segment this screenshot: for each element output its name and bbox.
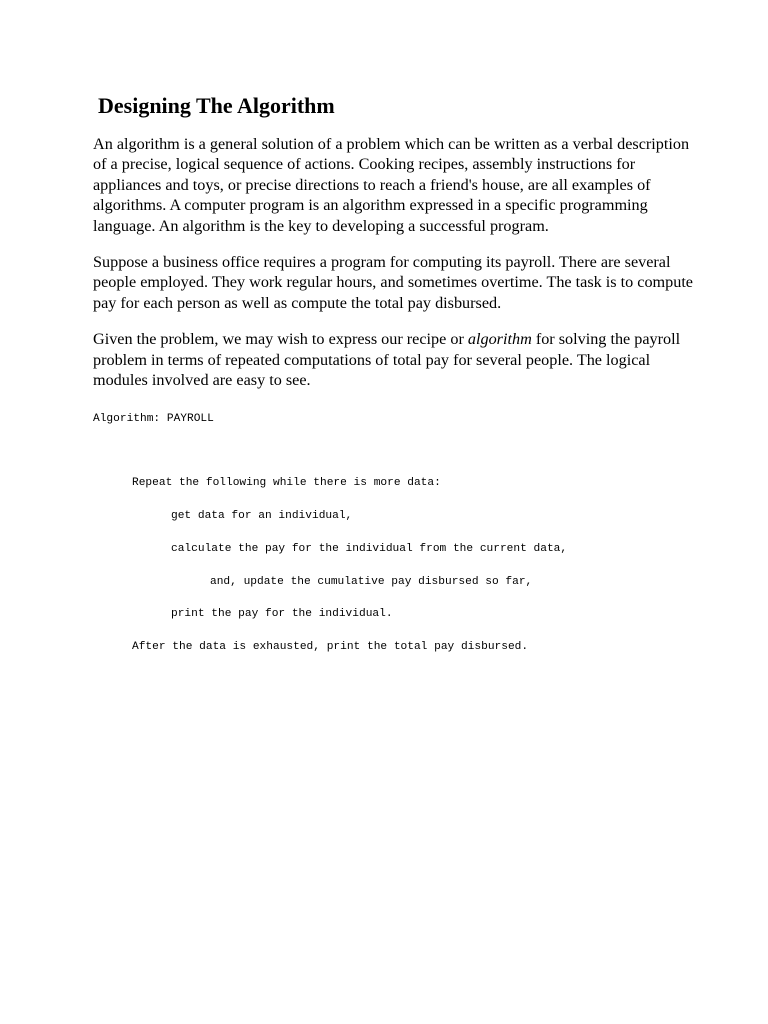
code-line-repeat: Repeat the following while there is more data: — [132, 477, 441, 490]
code-line-print-pay: print the pay for the individual. — [171, 608, 393, 621]
paragraph-problem-after: for solving the payroll problem in terms of repeated computations of total pay for several people. The logical modules involved are easy to see. — [93, 330, 681, 390]
code-line-update: and, update the cumulative pay disbursed so far, — [210, 575, 533, 588]
document-page — [93, 92, 693, 673]
paragraph-problem-before: Given the problem, we may wish to express our recipe or — [93, 330, 468, 349]
code-line-get-data: get data for an individual, — [171, 510, 353, 523]
algorithm-label: Algorithm: PAYROLL — [93, 413, 214, 426]
paragraph-problem — [93, 329, 693, 390]
paragraph-payroll: Suppose a business office requires a program for computing its payroll. There are several people employed. They work regular hours, and sometimes overtime. The task is to compute pay for each person as well as compute the total pay disbursed. — [93, 253, 693, 312]
code-line-after: After the data is exhausted, print the total pay disbursed. — [132, 640, 529, 653]
page-title: Designing The Algorithm — [98, 93, 335, 118]
emphasis-algorithm: algorithm — [467, 330, 532, 349]
code-line-calculate: calculate the pay for the individual from the current data, — [171, 542, 568, 555]
paragraph-intro: An algorithm is a general solution of a problem which can be written as a verbal description of a precise, logical sequence of actions. Cooking recipes, assembly instructions for appliances and toys, or precise directions to reach a friend's house, are all examples of algorithms. A computer program is an algorithm expressed in a specific programming language. An algorithm is the key to developing a successful program. — [93, 135, 690, 235]
algorithm-code — [93, 476, 693, 653]
